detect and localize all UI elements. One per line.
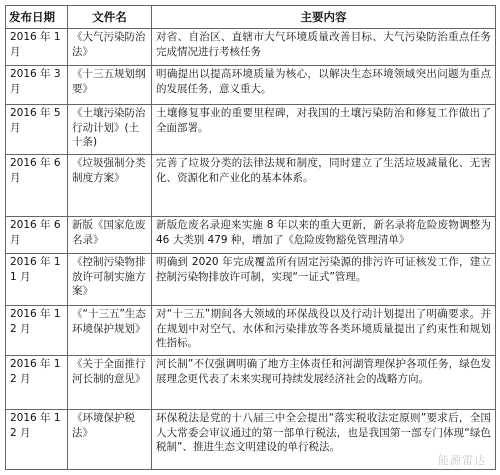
header-content: 主要内容: [152, 6, 496, 29]
row-date: 2016 年 11 月: [6, 254, 68, 306]
row-content: 环保税法是党的十八届三中全会提出“落实税收法定原则”要求后，全国人大常委会审议通过的第一部单行税法，也是我国第一部专门体现“绿色税制”、推进生态文明建设的单行税法。: [152, 410, 496, 470]
table-row: [6, 410, 496, 470]
row-date: 2016 年 6 月: [6, 217, 68, 254]
row-content: 明确提出以提高环境质量为核心，以解决生态环境领域突出问题为重点的发展任务，意义重大。: [152, 66, 496, 105]
row-name: 《环境保护税法》: [68, 410, 152, 470]
table-row: [6, 306, 496, 356]
header-date: 发布日期: [6, 6, 68, 29]
table-row: [6, 254, 496, 306]
row-name: 《“十三五”生态环境保护规划》: [68, 306, 152, 356]
table-row: [6, 66, 496, 105]
policy-table: [5, 5, 496, 470]
watermark: 能源雷达: [438, 454, 486, 467]
row-content: 新版危废名录迎来实施 8 年以来的重大更新，新名录将危险废物调整为 46 大类别 479 种，增加了《危险废物豁免管理清单》: [152, 217, 496, 254]
row-date: 2016 年 1 月: [6, 29, 68, 66]
table-row: [6, 217, 496, 254]
row-content: 对“十三五”期间各大领域的环保战役以及行动计划提出了明确要求。并在规划中对空气、水体和污染排放等各类环境质量提出了约束性和规划性指标。: [152, 306, 496, 356]
row-date: 2016 年 12 月: [6, 306, 68, 356]
row-date: 2016 年 6 月: [6, 155, 68, 217]
row-name: 《垃圾强制分类制度方案》: [68, 155, 152, 217]
table-row: [6, 155, 496, 217]
row-date: 2016 年 3 月: [6, 66, 68, 105]
row-name: 《关于全面推行河长制的意见》: [68, 356, 152, 410]
header-name: 文件名: [68, 6, 152, 29]
row-name: 新版《国家危废名录》: [68, 217, 152, 254]
table-row: [6, 105, 496, 155]
row-date: 2016 年 12 月: [6, 356, 68, 410]
row-date: 2016 年 5 月: [6, 105, 68, 155]
row-name: 《控制污染物排放许可制实施方案》: [68, 254, 152, 306]
table-body: [6, 29, 496, 470]
row-content: 明确到 2020 年完成覆盖所有固定污染源的排污许可证核发工作，建立控制污染物排放许可制，实现“一证式”管理。: [152, 254, 496, 306]
row-content: 土壤修复事业的重要里程碑，对我国的土壤污染防治和修复工作做出了全面部署。: [152, 105, 496, 155]
row-content: 完善了垃圾分类的法律法规和制度，同时建立了生活垃圾减量化、无害化、资源化和产业化的基本体系。: [152, 155, 496, 217]
table-row: [6, 356, 496, 410]
row-content: 对省、自治区、直辖市大气环境质量改善目标、大气污染防治重点任务完成情况进行考核任务: [152, 29, 496, 66]
table-header: [6, 6, 496, 29]
table-row: [6, 29, 496, 66]
row-name: 《土壤污染防治行动计划》(土十条): [68, 105, 152, 155]
row-name: 《十三五规划纲要》: [68, 66, 152, 105]
row-date: 2016 年 12 月: [6, 410, 68, 470]
row-content: 河长制”不仅强调明确了地方主体责任和河湖管理保护各项任务，绿色发展理念更代表了未来实现可持续发展经济社会的战略方向。: [152, 356, 496, 410]
row-name: 《大气污染防治法》: [68, 29, 152, 66]
